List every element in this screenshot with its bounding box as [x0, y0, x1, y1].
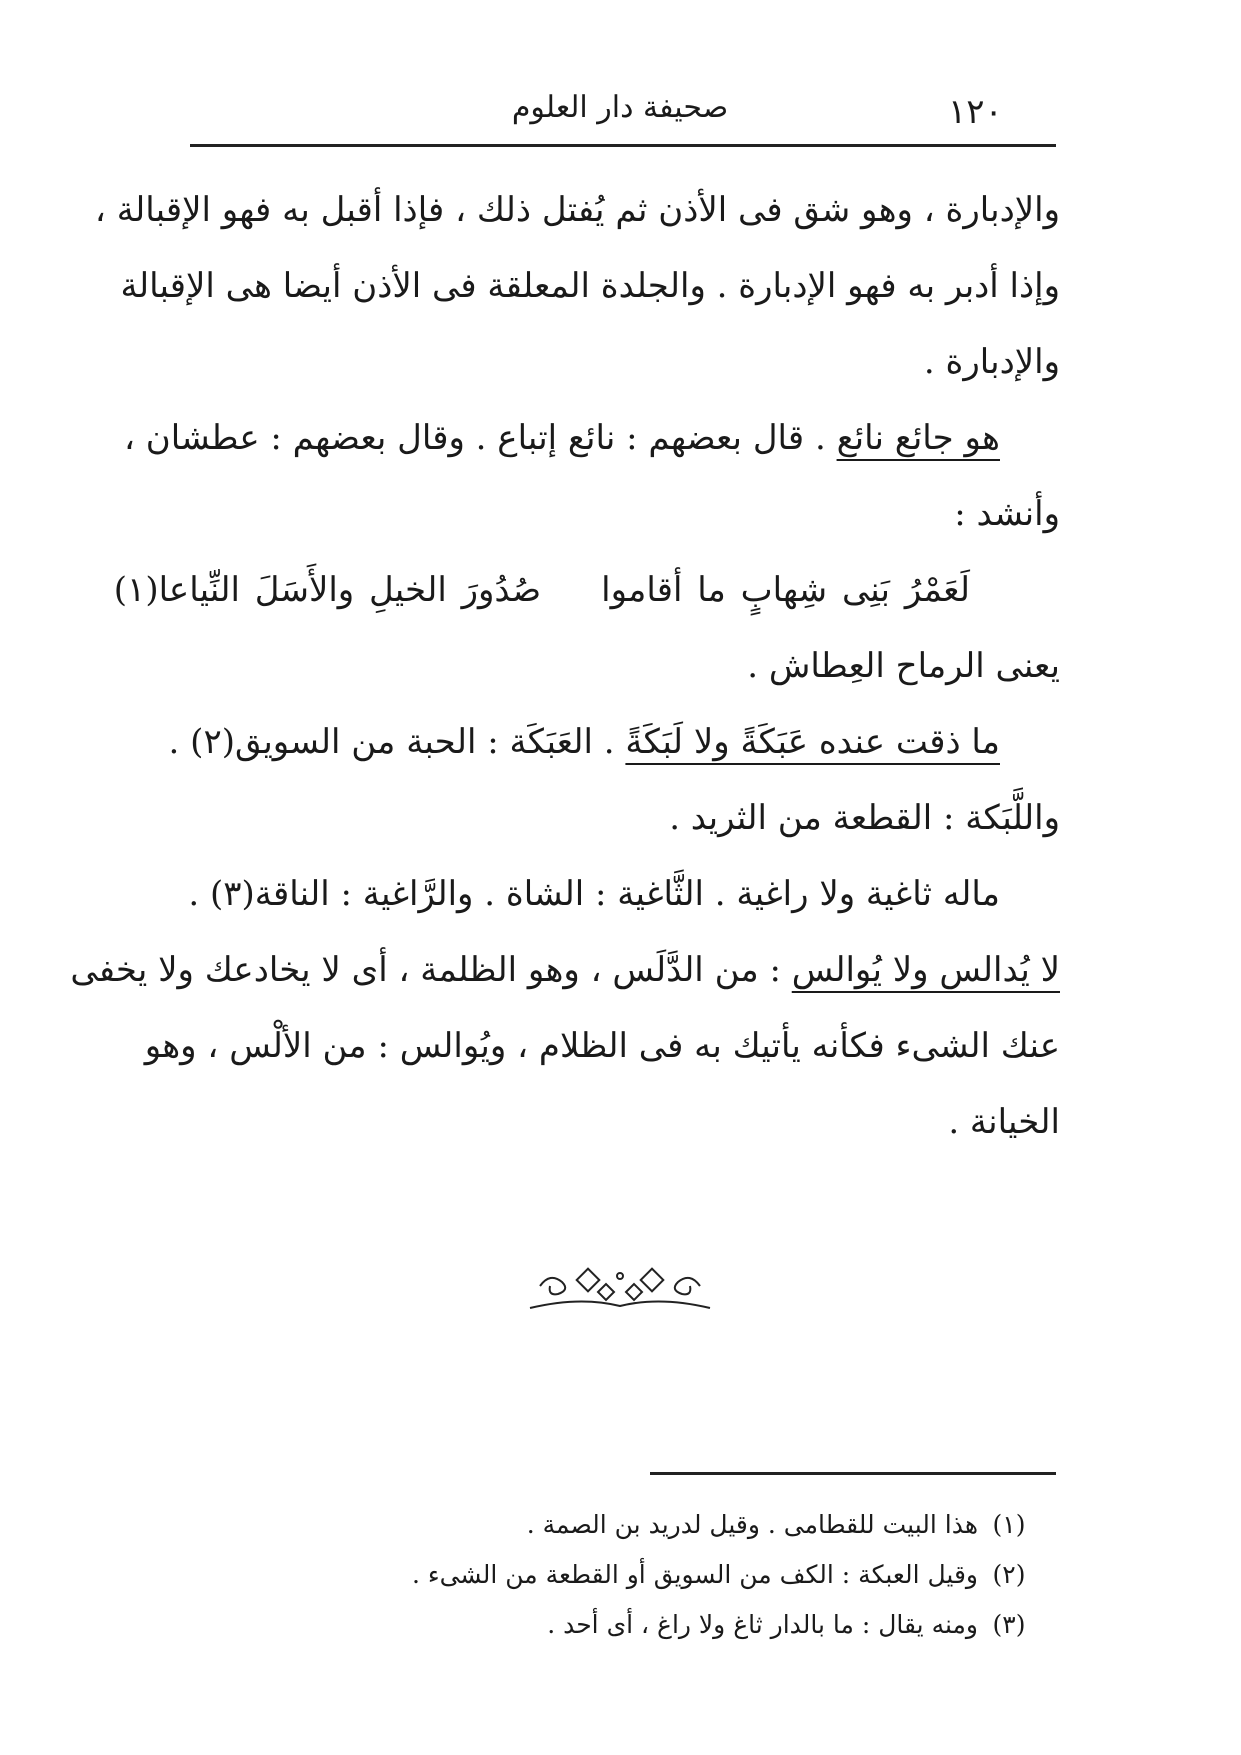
footnote — [400, 1550, 1040, 1600]
footnote-text: هذا البيت للقطامى . وقيل لدريد بن الصمة . — [526, 1510, 978, 1539]
footnote — [400, 1500, 1040, 1550]
entry-gloss: . قال بعضهم : نائع إتباع . وقال بعضهم : عطشان ، — [123, 418, 837, 458]
footnote-marker: (١) — [992, 1510, 1026, 1539]
text-line: واللَّبَكة : القطعة من الثريد . — [669, 798, 1060, 838]
footnotes — [400, 1500, 1040, 1650]
text-line: الخيانة . — [948, 1102, 1060, 1142]
entry-headword: ما ذقت عنده عَبَكَةً ولا لَبَكَةً — [625, 722, 1000, 762]
verse-second-hemistich: صُدُورَ الخيلِ والأَسَلَ النِّياعا(١) — [113, 570, 542, 610]
text-line: يعنى الرماح العِطاش . — [747, 646, 1060, 686]
entry-headword: لا يُدالس ولا يُوالس — [791, 950, 1060, 990]
floral-divider-icon — [520, 1256, 720, 1316]
footnote-text: ومنه يقال : ما بالدار ثاغ ولا راغ ، أى أحد . — [547, 1610, 978, 1639]
footnote — [400, 1600, 1040, 1650]
entry-headword: هو جائع نائع — [836, 418, 1000, 458]
running-title: صحيفة دار العلوم — [511, 90, 729, 125]
poem-verse — [113, 552, 1060, 628]
entry-line — [168, 704, 1060, 780]
footnote-rule — [650, 1472, 1056, 1475]
page-number: ١٢٠ — [948, 92, 1003, 132]
header-rule — [190, 144, 1056, 147]
text-line: وأنشد : — [954, 494, 1060, 534]
entry-line — [70, 932, 1060, 1008]
text-line: والإدبارة . — [923, 342, 1060, 382]
entry-gloss: . العَبَكَة : الحبة من السويق(٢) . — [168, 722, 626, 762]
text-line: والإدبارة ، وهو شق فى الأذن ثم يُفتل ذلك ، فإذا أقبل به فهو الإقبالة ، — [94, 190, 1060, 230]
entry-line — [123, 400, 1060, 476]
text-line: وإذا أدبر به فهو الإدبارة . والجلدة المعلقة فى الأذن أيضا هى الإقبالة — [120, 266, 1060, 306]
entry-line: ماله ثاغية ولا راغية . الثَّاغية : الشاة . والرَّاغية : الناقة(٣) . — [188, 874, 1000, 914]
text-line: عنك الشىء فكأنه يأتيك به فى الظلام ، ويُوالس : من الألْس ، وهو — [144, 1026, 1060, 1066]
footnote-marker: (٢) — [992, 1560, 1026, 1589]
entry-gloss: : من الدَّلَس ، وهو الظلمة ، أى لا يخادعك ولا يخفى — [70, 950, 792, 990]
main-text — [70, 172, 1060, 1160]
footnote-text: وقيل العبكة : الكف من السويق أو القطعة من الشىء . — [411, 1560, 978, 1589]
footnote-marker: (٣) — [992, 1610, 1026, 1639]
verse-first-hemistich: لَعَمْرُ بَنِى شِهابٍ ما أقاموا — [601, 570, 970, 610]
